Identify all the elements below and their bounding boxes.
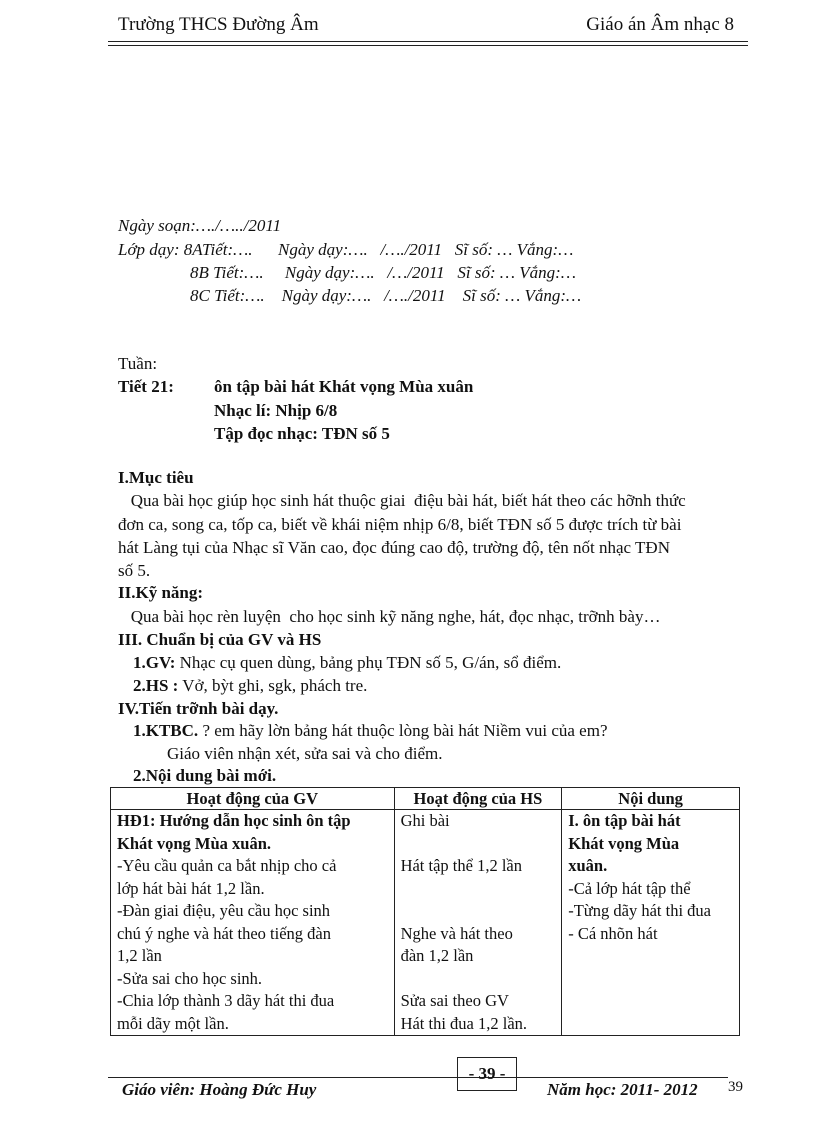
objectives-line-4: số 5. <box>118 561 151 580</box>
objectives-line-2: đơn ca, song ca, tốp ca, biết về khái niệm nhịp 6/8, biết TĐN số 5 được trích từ bài <box>118 515 682 534</box>
header-student-activity: Hoạt động của HS <box>394 788 562 810</box>
teacher-prep-text: Nhạc cụ quen dùng, bảng phụ TĐN số 5, G/án, sổ điểm. <box>175 653 562 672</box>
class-8a-line: Lớp dạy: 8ATiết:…. Ngày dạy:…. /…./2011 Sĩ số: … Vắng:… <box>118 240 574 259</box>
prep-date: Ngày soạn:…./…../2011 <box>118 216 282 235</box>
review-note: Giáo viên nhận xét, sửa sai và cho điểm. <box>167 744 443 763</box>
header-content: Nội dung <box>562 788 740 810</box>
student-prep-label: 2.HS : <box>133 676 179 695</box>
student-prep <box>133 676 367 696</box>
footer-school-year: Năm học: 2011- 2012 <box>547 1080 698 1099</box>
teacher-prep <box>133 653 561 673</box>
teacher-step: -Đàn giai điệu, yêu cầu học sinh <box>117 901 331 920</box>
objectives-heading: I.Mục tiêu <box>118 468 194 487</box>
teacher-step: mỗi dãy một lần. <box>117 1013 229 1033</box>
skills-heading: II.Kỹ năng: <box>118 583 204 602</box>
activity-title-cont: Khát vọng Mùa xuân. <box>117 833 272 853</box>
content-item: -Cả lớp hát tập thể <box>568 878 691 898</box>
teacher-step: -Sửa sai cho học sinh. <box>117 968 263 988</box>
period-label: Tiết 21: <box>118 377 174 396</box>
content-item: -Từng dãy hát thi đua <box>568 901 711 920</box>
student-prep-text: Vở, bỳt ghi, sgk, phách tre. <box>178 676 368 695</box>
music-theory-title: Nhạc lí: Nhịp 6/8 <box>214 401 338 420</box>
header-school: Trường THCS Đường Âm <box>118 14 319 35</box>
page-number-box: - 39 - <box>457 1057 517 1091</box>
header-subject: Giáo án Âm nhạc 8 <box>586 14 734 35</box>
new-lesson-heading: 2.Nội dung bài mới. <box>133 766 277 785</box>
skills-text: Qua bài học rèn luyện cho học sinh kỹ năng nghe, hát, đọc nhạc, trỡnh bày… <box>118 607 661 626</box>
teacher-prep-label: 1.GV: <box>133 653 176 672</box>
content-title-cont: Khát vọng Mùa <box>568 833 680 853</box>
teacher-activity-cell <box>111 810 395 1036</box>
footer-teacher: Giáo viên: Hoàng Đức Huy <box>122 1080 317 1099</box>
content-item: - Cá nhõn hát <box>568 923 658 943</box>
class-8c-line: 8C Tiết:…. Ngày dạy:…. /…./2011 Sĩ số: … Vắng:… <box>190 286 582 305</box>
student-step: đàn 1,2 lần <box>400 946 474 965</box>
review-label: 1.KTBC. <box>133 721 199 740</box>
student-step: Sửa sai theo GV <box>400 991 509 1010</box>
teacher-step: -Chia lớp thành 3 dãy hát thi đua <box>117 991 335 1010</box>
student-step: Nghe và hát theo <box>400 923 513 943</box>
preparation-heading: III. Chuẩn bị của GV và HS <box>118 630 322 649</box>
objectives-line-1: Qua bài học giúp học sinh hát thuộc giai điệu bài hát, biết hát theo các hỡnh thức <box>118 491 686 510</box>
sight-reading-title: Tập đọc nhạc: TĐN số 5 <box>214 424 390 443</box>
header-divider <box>108 41 748 42</box>
week-label: Tuần: <box>118 354 158 373</box>
table-header-row <box>111 788 740 810</box>
header-divider-second <box>108 45 748 46</box>
class-8b-line: 8B Tiết:…. Ngày dạy:…. /…/2011 Sĩ số: … Vắng:… <box>190 263 576 282</box>
activity-title: HĐ1: Hướng dẫn học sinh ôn tập <box>117 811 351 830</box>
teacher-step: 1,2 lần <box>117 946 162 965</box>
lesson-title: ôn tập bài hát Khát vọng Mùa xuân <box>214 377 474 396</box>
student-activity-cell <box>394 810 562 1036</box>
review-question: ? em hãy lờn bảng hát thuộc lòng bài hát Niềm vui của em? <box>198 721 608 740</box>
teacher-step: lớp hát bài hát 1,2 lần. <box>117 878 265 898</box>
content-cell <box>562 810 740 1036</box>
content-title: I. ôn tập bài hát <box>568 811 681 830</box>
activity-table <box>110 787 740 1036</box>
teacher-step: chú ý nghe và hát theo tiếng đàn <box>117 923 331 943</box>
teacher-step: -Yêu cầu quản ca bắt nhịp cho cả <box>117 856 337 875</box>
student-step: Ghi bài <box>400 811 450 830</box>
table-row <box>111 810 740 1036</box>
student-step: Hát thi đua 1,2 lần. <box>400 1013 528 1033</box>
review-line <box>133 721 608 741</box>
footer-divider <box>108 1077 728 1078</box>
content-title-end: xuân. <box>568 856 608 875</box>
objectives-line-3: hát Làng tụi của Nhạc sĩ Văn cao, đọc đúng cao độ, trường độ, tên nốt nhạc TĐN <box>118 538 670 557</box>
procedure-heading: IV.Tiến trỡnh bài dạy. <box>118 699 279 718</box>
student-step: Hát tập thể 1,2 lần <box>400 856 522 875</box>
page-number: 39 <box>728 1079 743 1095</box>
header-teacher-activity: Hoạt động của GV <box>111 788 395 810</box>
